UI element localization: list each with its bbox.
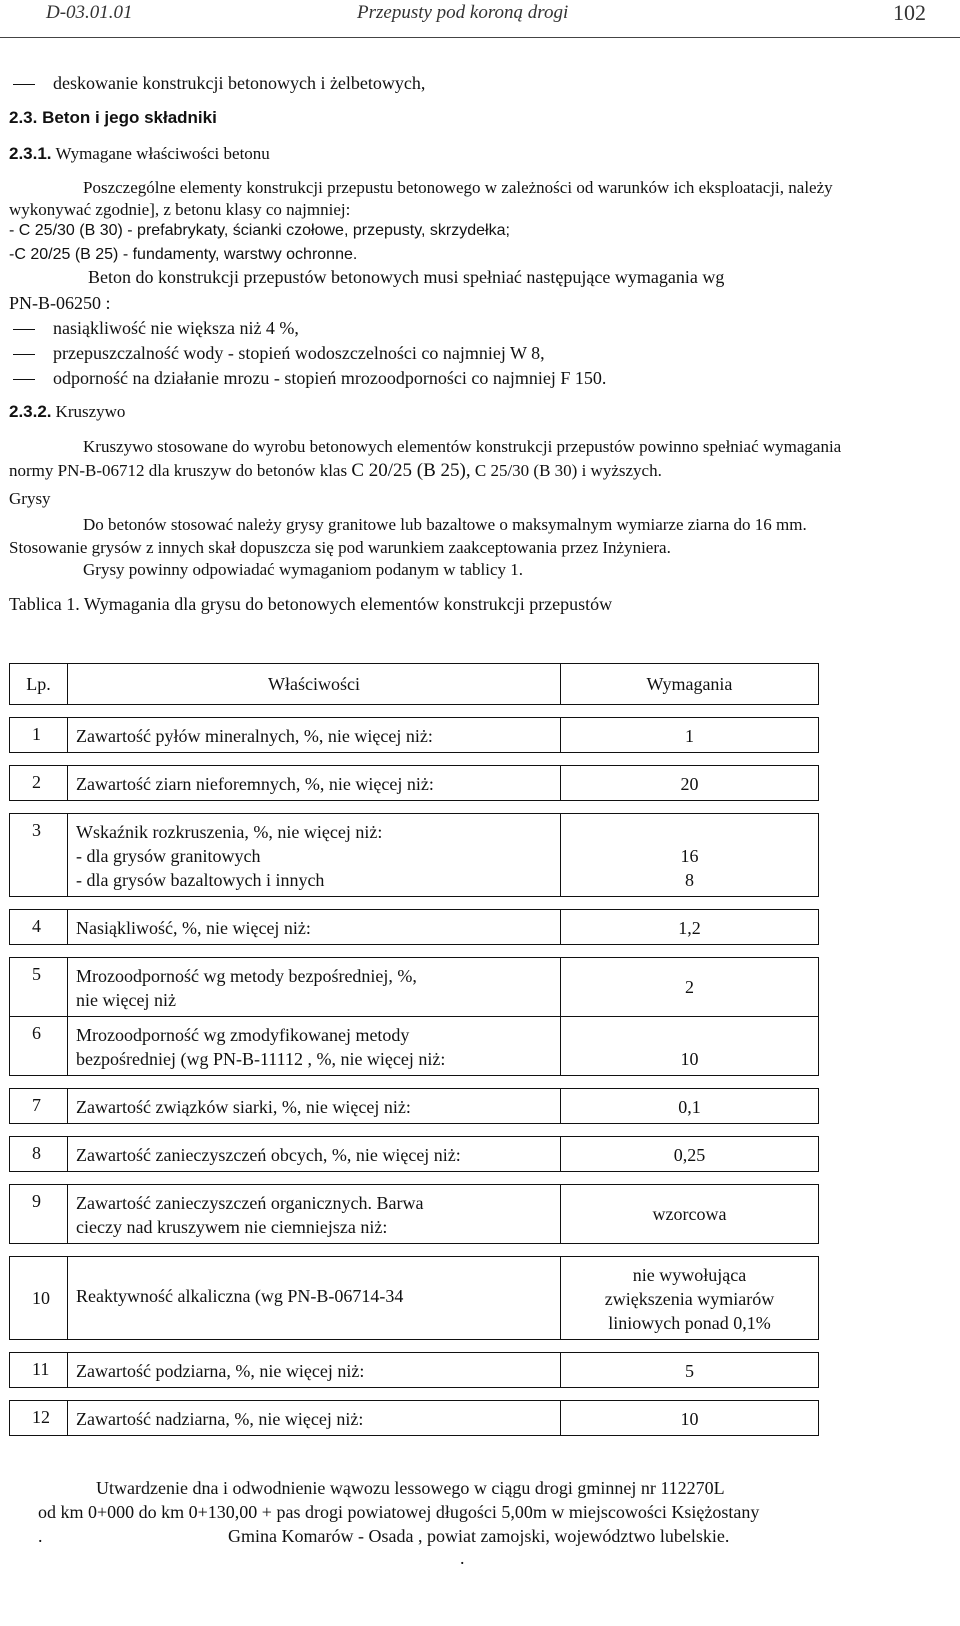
- table-row: 10 Reaktywność alkaliczna (wg PN-B-06714-34 nie wywołująca zwiększenia wymiarów liniowych ponad 0,1%: [10, 1257, 819, 1340]
- para2-line1: Beton do konstrukcji przepustów betonowych musi spełniać następujące wymagania wg: [88, 267, 725, 287]
- footer-line3: Gmina Komarów - Osada , powiat zamojski, województwo lubelskie.: [228, 1526, 730, 1546]
- footer-line1: Utwardzenie dna i odwodnienie wąwozu lessowego w ciągu drogi gminnej nr 112270L: [96, 1478, 725, 1498]
- document-title: Przepusty pod koroną drogi: [357, 2, 569, 23]
- para1-line1: Poszczególne elementy konstrukcji przepustu betonowego w zależności od warunków ich eksploatacji, należy: [83, 178, 833, 197]
- para2-line2: PN-B-06250 :: [9, 293, 111, 313]
- table-caption: Tablica 1. Wymagania dla grysu do betonowych elementów konstrukcji przepustów: [9, 594, 613, 614]
- table-row: 7 Zawartość związków siarki, %, nie więcej niż: 0,1: [10, 1089, 819, 1124]
- footer-line2: od km 0+000 do km 0+130,00 + pas drogi powiatowej długości 5,00m w miejscowości Księżostany: [38, 1502, 760, 1522]
- page-number: 102: [893, 0, 926, 25]
- table-row: 5 Mrozoodporność wg metody bezpośredniej, %, nie więcej niż 2: [10, 958, 819, 1017]
- section-heading-2-3-2: 2.3.2. Kruszywo: [9, 402, 126, 421]
- dash-icon: [13, 84, 35, 85]
- table-row: 11 Zawartość podziarna, %, nie więcej niż: 5: [10, 1353, 819, 1388]
- table-header-row: [10, 664, 819, 705]
- requirement-item: nasiąkliwość nie większa niż 4 %,: [9, 318, 299, 339]
- para4-line3: Grysy powinny odpowiadać wymaganiom podanym w tablicy 1.: [83, 560, 524, 579]
- section-heading-2-3: 2.3. Beton i jego składniki: [9, 108, 217, 127]
- column-header-properties: Właściwości: [68, 664, 561, 705]
- table-row: 4 Nasiąkliwość, %, nie więcej niż: 1,2: [10, 910, 819, 945]
- para1-line2: wykonywać zgodnie], z betonu klasy co najmniej:: [9, 200, 351, 219]
- footer-line3-dot: .: [38, 1526, 43, 1546]
- intro-bullet: [9, 73, 425, 94]
- footer-line4-dot: .: [460, 1548, 465, 1568]
- requirement-item: odporność na działanie mrozu - stopień mrozoodporności co najmniej F 150.: [9, 368, 606, 389]
- table-row: 9 Zawartość zanieczyszczeń organicznych. Barwa cieczy nad kruszywem nie ciemniejsza niż: wzorcowa: [10, 1185, 819, 1244]
- para4-line2: Stosowanie grysów z innych skał dopuszcza się pod warunkiem zaakceptowania przez Inżyniera.: [9, 538, 671, 557]
- table-row: 3 Wskaźnik rozkruszenia, %, nie więcej niż: - dla grysów granitowych - dla grysów bazaltowych i innych 16 8: [10, 814, 819, 897]
- intro-bullet-text: deskowanie konstrukcji betonowych i żelbetowych,: [53, 73, 426, 93]
- requirement-item: przepuszczalność wody - stopień wodoszczelności co najmniej W 8,: [9, 343, 545, 364]
- para1-line3: - C 25/30 (B 30) - prefabrykaty, ścianki czołowe, przepusty, skrzydełka;: [9, 222, 510, 239]
- dash-icon: [13, 329, 35, 330]
- section-heading-2-3-1: 2.3.1. Wymagane właściwości betonu: [9, 144, 270, 163]
- requirements-table: [9, 663, 819, 1436]
- dash-icon: [13, 379, 35, 380]
- para3-line1: Kruszywo stosowane do wyrobu betonowych elementów konstrukcji przepustów powinno spełniać wymagania: [83, 437, 842, 456]
- para4-line1: Do betonów stosować należy grysy granitowe lub bazaltowe o maksymalnym wymiarze ziarna do 16 mm.: [83, 515, 807, 534]
- column-header-lp: Lp.: [10, 664, 68, 705]
- column-header-requirements: Wymagania: [561, 664, 819, 705]
- table-row: 1 Zawartość pyłów mineralnych, %, nie więcej niż: 1: [10, 718, 819, 753]
- document-code: D-03.01.01: [46, 2, 133, 23]
- table-row: 12 Zawartość nadziarna, %, nie więcej niż: 10: [10, 1401, 819, 1436]
- dash-icon: [13, 354, 35, 355]
- para1-line4: -C 20/25 (B 25) - fundamenty, warstwy ochronne.: [9, 246, 358, 263]
- grysy-heading: Grysy: [9, 489, 51, 508]
- table-row: 8 Zawartość zanieczyszczeń obcych, %, nie więcej niż: 0,25: [10, 1137, 819, 1172]
- para3-line2: normy PN-B-06712 dla kruszyw do betonów klas C 20/25 (B 25), C 25/30 (B 30) i wyższych.: [9, 460, 662, 481]
- header-rule: [0, 37, 960, 38]
- table-row: 6 Mrozoodporność wg zmodyfikowanej metody bezpośredniej (wg PN-B-11112 , %, nie więcej niż: 10: [10, 1017, 819, 1076]
- table-row: 2 Zawartość ziarn nieforemnych, %, nie więcej niż: 20: [10, 766, 819, 801]
